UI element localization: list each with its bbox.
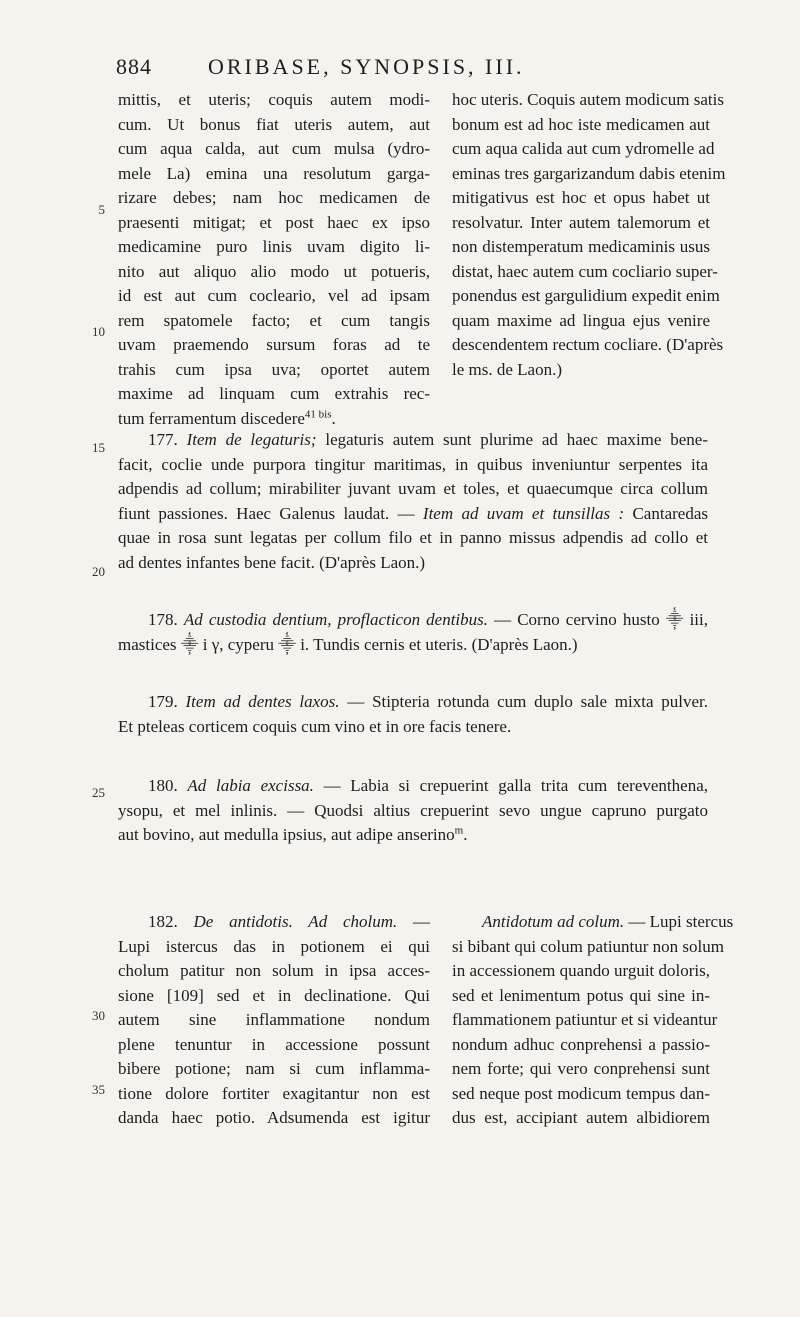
section-first-line	[118, 910, 430, 935]
text-line: ysopu, et mel inlinis. — Quodsi altius crepuerint sevo ungue capruno purgato	[118, 800, 708, 820]
text-line: trahis cum ipsa uva; oportet autem	[118, 359, 430, 379]
text-line: medicamine puro linis uvam digito li-	[118, 237, 430, 256]
text-line: le ms. de Laon.)	[452, 359, 562, 379]
text-line-part: legaturis autem sunt plurime ad haec maxime bene-	[325, 430, 709, 449]
section-subheading: Item ad uvam et tunsillas :	[422, 503, 625, 523]
section-182-left	[118, 910, 430, 1131]
left-column-text	[118, 88, 430, 431]
text-line: praesenti mitigat; et post haec ex ipso	[118, 212, 430, 232]
section-number: 179.	[148, 692, 178, 711]
section-number: 180.	[148, 776, 178, 795]
line-number: 5	[98, 202, 105, 217]
running-title: ORIBASE, SYNOPSIS, III.	[208, 54, 525, 79]
section-heading: Ad custodia dentium, proflacticon dentibus.	[183, 610, 489, 629]
text-line: id est aut cum cocleario, vel ad ipsam	[118, 286, 430, 305]
text-line: plene tenuntur in accessione possunt	[118, 1034, 430, 1054]
text-line: cum aqua calida aut cum ydromelle ad	[452, 139, 715, 158]
section-heading: Ad labia excissa.	[187, 776, 314, 795]
text-line: mitigativus est hoc et opus habet ut	[452, 188, 710, 207]
text-line: ad dentes infantes bene facit. (D'après Laon.)	[118, 552, 426, 572]
page-number: 884	[116, 54, 152, 79]
text-line: quam maxime ad lingua ejus venire	[452, 310, 710, 330]
text-line-part: — Lupi stercus	[628, 912, 734, 931]
text-line: flammationem patiuntur et si videantur	[452, 1010, 718, 1029]
running-head	[0, 54, 800, 88]
text-line: resolvatur. Inter autem talemorum et	[452, 212, 710, 232]
section-179	[118, 690, 708, 739]
text-line: tione dolore fortiter exagitantur non est	[118, 1083, 430, 1103]
section-heading: Item de legaturis;	[186, 430, 317, 449]
text-line-part: — Stipteria rotunda cum duplo sale mixta pulver.	[347, 692, 709, 711]
text-line: non distemperatum medicaminis usus	[452, 237, 710, 256]
text-line-part: —	[413, 912, 431, 931]
text-line: tum ferramentum discedere$^{41 bis}$.	[118, 407, 336, 428]
line-number: 15	[92, 440, 105, 455]
text-line: rizare debes; nam hoc medicamen de	[118, 188, 430, 207]
text-line: nito aut aliquo alio modo ut potueris,	[118, 261, 430, 281]
text-line: rem spatomele facto; et cum tangis	[118, 310, 430, 330]
text-line: nem forte; qui vero conprehensi sunt	[452, 1059, 710, 1078]
section-180	[118, 774, 708, 848]
line-number: 10	[92, 324, 105, 339]
text-line: cholum patitur non solum in ipsa acces-	[118, 961, 430, 980]
text-line: bibere potione; nam si cum inflamma-	[118, 1059, 430, 1078]
section-first-line	[118, 608, 708, 633]
text-line: sed et lenimentum potus qui sine in-	[452, 985, 710, 1005]
text-line: mele La) emina una resolutum garga-	[118, 163, 430, 183]
text-line: bonum est ad hoc iste medicamen aut	[452, 114, 710, 134]
text-line: quae in rosa sunt legatas per collum filo et in panno missus adpendis ad collo et	[118, 528, 708, 547]
line-number: 35	[92, 1082, 105, 1097]
line-number: 20	[92, 564, 105, 579]
text-line-part: fiunt passiones. Haec Galenus laudat. —	[118, 503, 415, 523]
text-line: sed neque post modicum tempus dan-	[452, 1083, 710, 1103]
section-first-line	[118, 690, 708, 715]
text-line: mittis, et uteris; coquis autem modi-	[118, 90, 430, 109]
right-column-text	[452, 88, 726, 382]
text-line: cum. Ut bonus fiat uteris autem, aut	[118, 114, 430, 134]
text-line: distat, haec autem cum cocliario super-	[452, 261, 718, 281]
text-line: cum aqua calda, aut cum mulsa (ydro-	[118, 139, 430, 158]
section-number: 177.	[148, 430, 178, 449]
section-heading: Antidotum ad colum.	[482, 912, 625, 931]
section-178	[118, 608, 708, 657]
section-number: 178.	[148, 610, 178, 629]
text-line: danda haec potio. Adsumenda est igitur	[118, 1108, 430, 1127]
text-line-part: aut bovino, aut medulla ipsius, aut adipe anserino	[118, 825, 455, 844]
text-line: facit, coclie unde purpora tingitur maritimas, in quibus inveniuntur serpentes ita	[118, 454, 708, 474]
text-line: descendentem rectum cocliare. (D'après	[452, 335, 724, 354]
text-line: aut bovino, aut medulla ipsius, aut adipe anserino$^m$.	[118, 824, 468, 844]
text-line: Et pteleas corticem coquis cum vino et in ore facis tenere.	[118, 716, 512, 736]
footnote-marker: m	[454, 824, 464, 837]
section-number: 182.	[148, 912, 178, 931]
text-line: dus est, accipiant autem albidiorem	[452, 1108, 710, 1127]
text-line: mastices ⸎ i γ, cyperu ⸎ i. Tundis cernis et uteris. (D'après Laon.)	[118, 634, 578, 654]
text-line: maxime ad linquam cum extrahis rec-	[118, 384, 430, 403]
text-line-part: tum ferramentum discedere	[118, 408, 305, 428]
section-182-right	[452, 910, 734, 1131]
footnote-marker: 41 bis	[304, 407, 332, 420]
section-first-line	[118, 774, 708, 799]
text-line: adpendis ad collum; mirabiliter juvant uvam et toles, et quaecumque circa collum	[118, 479, 708, 498]
line-number: 25	[92, 785, 105, 800]
text-line: Lupi istercus das in potionem ei qui	[118, 936, 430, 956]
section-first-line	[452, 910, 734, 935]
section-heading: De antidotis. Ad cholum.	[193, 912, 398, 931]
text-line: si bibant qui colum patiuntur non solum	[452, 936, 724, 956]
text-line: autem sine inflammatione nondum	[118, 1010, 430, 1029]
text-line: ponendus est gargulidium expedit enim	[452, 286, 720, 305]
text-line: eminas tres gargarizandum dabis etenim	[452, 163, 726, 183]
text-line: sione [109] sed et in declinatione. Qui	[118, 985, 430, 1005]
text-line-part: — Corno cervino husto ⸎ iii,	[494, 610, 709, 629]
text-line	[118, 502, 708, 527]
section-177	[118, 428, 708, 575]
section-heading: Item ad dentes laxos.	[185, 692, 340, 711]
text-line: in accessionem quando urguit doloris,	[452, 961, 710, 980]
text-line: uvam praemendo sursum foras ad te	[118, 335, 430, 354]
text-line: hoc uteris. Coquis autem modicum satis	[452, 90, 724, 109]
text-line-part: Cantaredas	[632, 503, 708, 523]
text-line-part: — Labia si crepuerint galla trita cum tereventhena,	[323, 776, 709, 795]
text-line: nondum adhuc conprehensi a passio-	[452, 1034, 710, 1054]
section-first-line	[118, 428, 708, 453]
line-number: 30	[92, 1008, 105, 1023]
